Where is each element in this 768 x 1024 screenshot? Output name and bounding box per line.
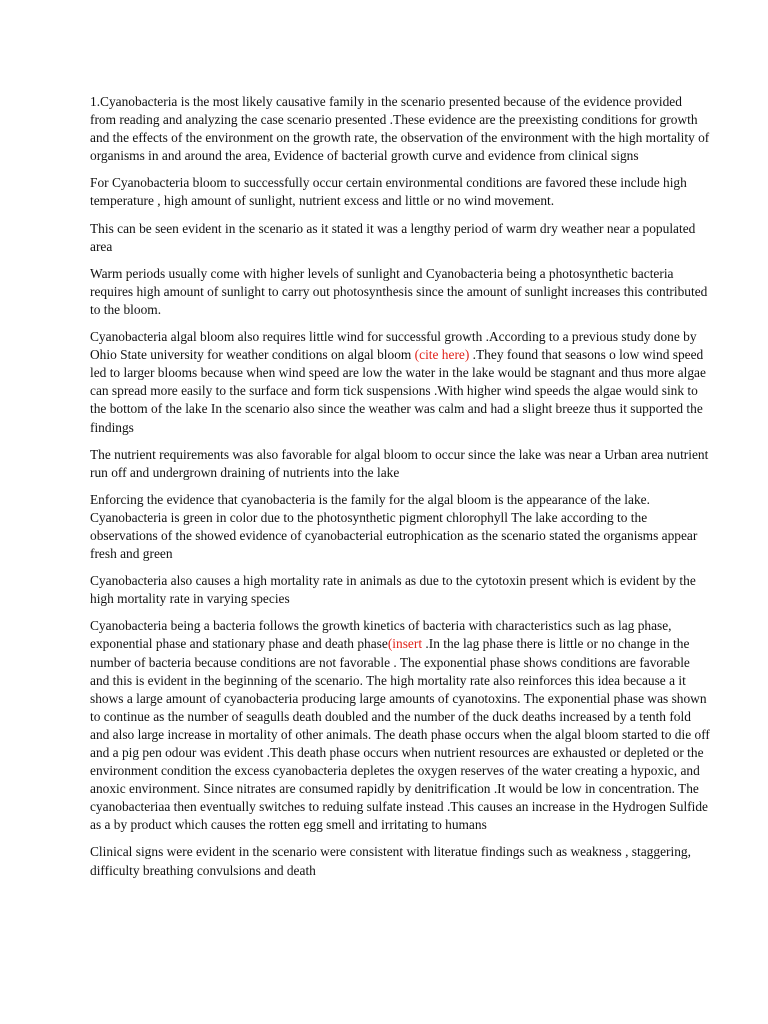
paragraph-3 <box>90 220 710 256</box>
paragraph-5-text-b: .They found that seasons o low wind speed led to larger blooms because when wind speed are low the water in the lake would be stagnant and thus more algae can spread more easily to the surface and form tick suspensions .With higher wind speeds the algae would sink to the bottom of the lake In the scenario also since the weather was calm and had a slight breeze thus it supported the findings <box>90 347 706 435</box>
paragraph-10 <box>90 843 710 879</box>
paragraph-5-text-a: Cyanobacteria algal bloom also requires little wind for successful growth .According to a previous study done by Ohio State university for weather conditions on algal bloom <box>90 329 697 363</box>
paragraph-7-text: Enforcing the evidence that cyanobacteria is the family for the algal bloom is the appearance of the lake. Cyanobacteria is green in color due to the photosynthetic pigment chlorophyll The lake according to the observations of the showed evidence of cyanobacterial eutrophication as the scenario stated the organisms appear fresh and green <box>90 491 698 562</box>
document-body <box>90 93 710 889</box>
paragraph-7 <box>90 491 710 563</box>
paragraph-4 <box>90 265 710 319</box>
paragraph-6-text: The nutrient requirements was also favorable for algal bloom to occur since the lake was near a Urban area nutrient run off and undergrown draining of nutrients into the lake <box>90 446 709 480</box>
paragraph-9-text-a: Cyanobacteria being a bacteria follows the growth kinetics of bacteria with characteristics such as lag phase, exponential phase and stationary phase and death phase <box>90 618 672 652</box>
cite-placeholder: (cite here) <box>414 347 470 363</box>
paragraph-2 <box>90 174 710 210</box>
paragraph-4-text: Warm periods usually come with higher levels of sunlight and Cyanobacteria being a photosynthetic bacteria requires high amount of sunlight to carry out photosynthesis since the amount of sunlight increases this contributed to the bloom. <box>90 265 708 317</box>
paragraph-8-text: Cyanobacteria also causes a high mortality rate in animals as due to the cytotoxin present which is evident by the high mortality rate in varying species <box>90 573 696 607</box>
paragraph-6 <box>90 446 710 482</box>
paragraph-1 <box>90 93 710 165</box>
paragraph-2-text: For Cyanobacteria bloom to successfully occur certain environmental conditions are favored these include high temperature , high amount of sunlight, nutrient excess and little or no wind movement. <box>90 175 687 209</box>
paragraph-5 <box>90 328 710 437</box>
paragraph-1-text: 1.Cyanobacteria is the most likely causative family in the scenario presented because of the evidence provided from reading and analyzing the case scenario presented .These evidence are the preexisting conditions for growth and the effects of the environment on the growth rate, the observation of the environment with the high mortality of organisms in and around the area, Evidence of bacterial growth curve and evidence from clinical signs <box>90 94 710 164</box>
paragraph-9 <box>90 617 710 834</box>
paragraph-9-text-b: .In the lag phase there is little or no change in the number of bacteria because conditions are not favorable . The exponential phase shows conditions are favorable and this is evident in the beginning of the scenario. The high mortality rate also reinforces this idea because a it shows a large amount of cyanobacteria producing large amounts of cyanotoxins. The exponential phase was shown to continue as the number of seagulls death doubled and the number of the duck deaths increased by a tenth fold and also large increase in mortality of other animals. The death phase occurs when the algal bloom started to die off and a pig pen odour was evident .This death phase occurs when nutrient resources are exhausted or depleted or the environment condition the excess cyanobacteria depletes the oxygen reserves of the water creating a hypoxic, and anoxic environment. Since nitrates are consumed rapidly by denitrification .It would be low in concentration. The cyanobacteriaa then eventually switches to reduing sulfate instead .This causes an increase in the Hydrogen Sulfide as a by product which causes the rotten egg smell and irritating to humans <box>90 636 710 833</box>
paragraph-8 <box>90 572 710 608</box>
insert-placeholder: (insert <box>387 636 423 652</box>
paragraph-10-text: Clinical signs were evident in the scenario were consistent with literatue findings such as weakness , staggering, difficulty breathing convulsions and death <box>90 844 691 878</box>
paragraph-3-text: This can be seen evident in the scenario as it stated it was a lengthy period of warm dry weather near a populated area <box>90 220 696 254</box>
